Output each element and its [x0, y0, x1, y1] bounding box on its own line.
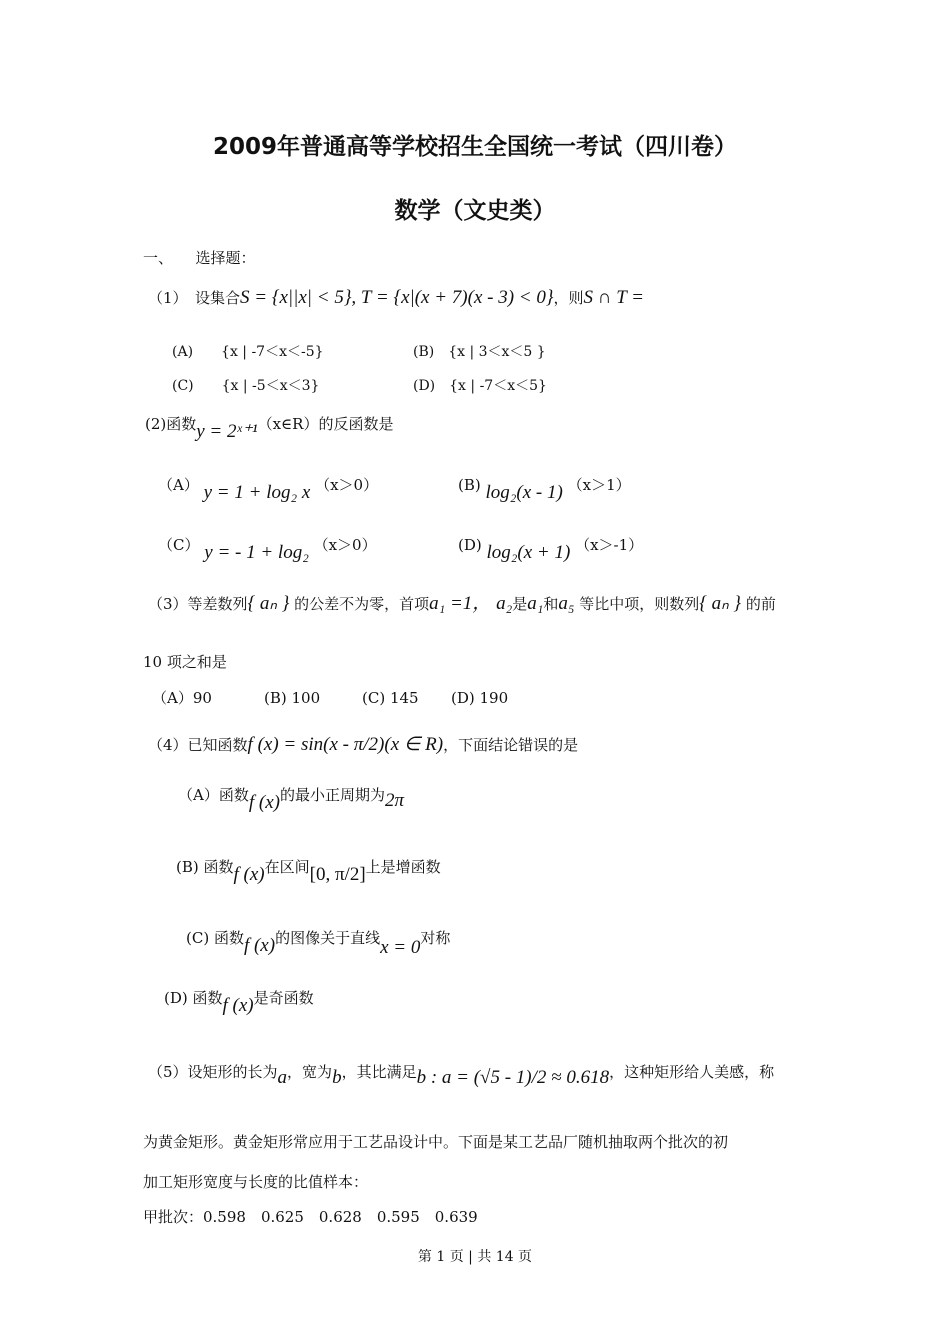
- text: 对称: [420, 929, 451, 947]
- text: （4）已知函数: [148, 736, 248, 754]
- text: 的最小正周期为: [279, 786, 385, 804]
- question-5: [148, 1062, 775, 1088]
- page-footer: 第 1 页 | 共 14 页: [417, 1249, 533, 1265]
- option-math: y = - 1 + log₂: [204, 542, 309, 563]
- option-cond: （x＞1）: [567, 476, 631, 494]
- q1-then: ，则: [553, 289, 584, 307]
- q1-stem: （1） 设集合: [148, 289, 241, 307]
- text: 上是增函数: [365, 858, 441, 876]
- q3-option-b: (B) 100: [264, 689, 321, 707]
- option-label: (B): [458, 476, 481, 494]
- text: 的公差不为零，首项: [294, 595, 430, 613]
- math: x = 0: [380, 937, 421, 958]
- option-cond: （x＞0）: [315, 476, 379, 494]
- text: 是: [512, 595, 528, 613]
- math: a₁: [527, 593, 544, 614]
- exam-title: 2009年普通高等学校招生全国统一考试（四川卷）: [212, 134, 737, 160]
- q1-math: S = {x||x| < 5}, T = {x|(x + 7)(x - 3) < 0}: [240, 287, 554, 308]
- option-label: （C）: [158, 536, 200, 554]
- text: ，其比满足: [341, 1063, 417, 1081]
- q2-rest: （x∈R）的反函数是: [257, 415, 394, 433]
- section-heading: 一、 选择题：: [143, 249, 256, 267]
- q3-option-a: （A）90: [152, 689, 212, 707]
- math: f (x): [243, 935, 276, 956]
- option-cond: （x＞-1）: [575, 536, 644, 554]
- question-4: [148, 735, 578, 755]
- q1-math2: S ∩ T =: [583, 287, 645, 308]
- q2-option-a: [158, 475, 379, 503]
- math: a₅: [558, 593, 575, 614]
- question-3: [148, 594, 776, 614]
- text: (D) 函数: [164, 989, 223, 1007]
- math: f (x): [233, 864, 265, 885]
- q4-option-b: [176, 857, 441, 885]
- option-label: (D): [458, 536, 482, 554]
- question-1: [148, 288, 644, 308]
- exam-subtitle: 数学（文史类）: [394, 198, 556, 224]
- option-math: y = 1 + log₂ x: [203, 482, 311, 503]
- text: 的图像关于直线: [275, 929, 381, 947]
- q1-option-c: (C) {x | -5＜x＜3}: [172, 378, 320, 394]
- q4-option-d: [164, 988, 314, 1016]
- math: f (x) = sin(x - π/2)(x ∈ R): [247, 734, 444, 755]
- text: （5）设矩形的长为: [148, 1063, 278, 1081]
- q2-option-d: [458, 535, 644, 563]
- text: ，宽为: [287, 1063, 333, 1081]
- math: a: [277, 1067, 288, 1088]
- text: 和: [543, 595, 559, 613]
- q2-option-c: [158, 535, 377, 563]
- math: b: [332, 1067, 342, 1088]
- q3-line2: 10 项之和是: [143, 653, 227, 671]
- q3-option-c: (C) 145: [362, 689, 419, 707]
- q4-option-c: [186, 928, 451, 958]
- option-cond: （x＞0）: [313, 536, 377, 554]
- math: { aₙ }: [699, 593, 742, 614]
- text: 的前: [745, 595, 776, 613]
- q5-line2: 为黄金矩形。黄金矩形常应用于工艺品设计中。下面是某工艺品厂随机抽取两个批次的初: [143, 1133, 729, 1151]
- q2-stem: (2)函数: [145, 415, 197, 433]
- q2-math: y = 2ˣ⁺¹: [196, 421, 258, 442]
- math: a₁ =1，: [429, 593, 492, 614]
- text: 是奇函数: [253, 989, 314, 1007]
- math: b : a = (√5 - 1)/2 ≈ 0.618: [416, 1067, 610, 1088]
- text: 在区间: [264, 858, 310, 876]
- math: a₂: [496, 593, 513, 614]
- text: （A）函数: [178, 786, 249, 804]
- q3-option-d: (D) 190: [451, 689, 509, 707]
- text: (C) 函数: [186, 929, 244, 947]
- option-math: log₂(x + 1): [486, 542, 571, 563]
- option-label: （A）: [158, 476, 199, 494]
- q2-option-b: [458, 475, 631, 503]
- q4-option-a: [178, 785, 405, 813]
- text: （3）等差数列: [148, 595, 248, 613]
- text: ，这种矩形给人美感，称: [609, 1063, 775, 1081]
- text: 等比中项，则数列: [579, 595, 700, 613]
- text: ，下面结论错误的是: [443, 736, 579, 754]
- math: f (x): [222, 995, 254, 1016]
- math: f (x): [248, 792, 280, 813]
- math: 2π: [384, 790, 405, 811]
- math: { aₙ }: [247, 593, 290, 614]
- q5-line3: 加工矩形宽度与长度的比值样本：: [143, 1173, 369, 1191]
- math: [0, π/2]: [309, 864, 366, 885]
- q5-line4: 甲批次：0.598 0.625 0.628 0.595 0.639: [143, 1208, 478, 1226]
- q1-option-a: (A) {x | -7＜x＜-5}: [172, 344, 324, 360]
- q1-option-b: (B) {x | 3＜x＜5 }: [413, 344, 546, 360]
- text: (B) 函数: [176, 858, 234, 876]
- option-math: log₂(x - 1): [485, 482, 563, 503]
- question-2: [145, 414, 394, 442]
- q1-option-d: (D) {x | -7＜x＜5}: [413, 378, 547, 394]
